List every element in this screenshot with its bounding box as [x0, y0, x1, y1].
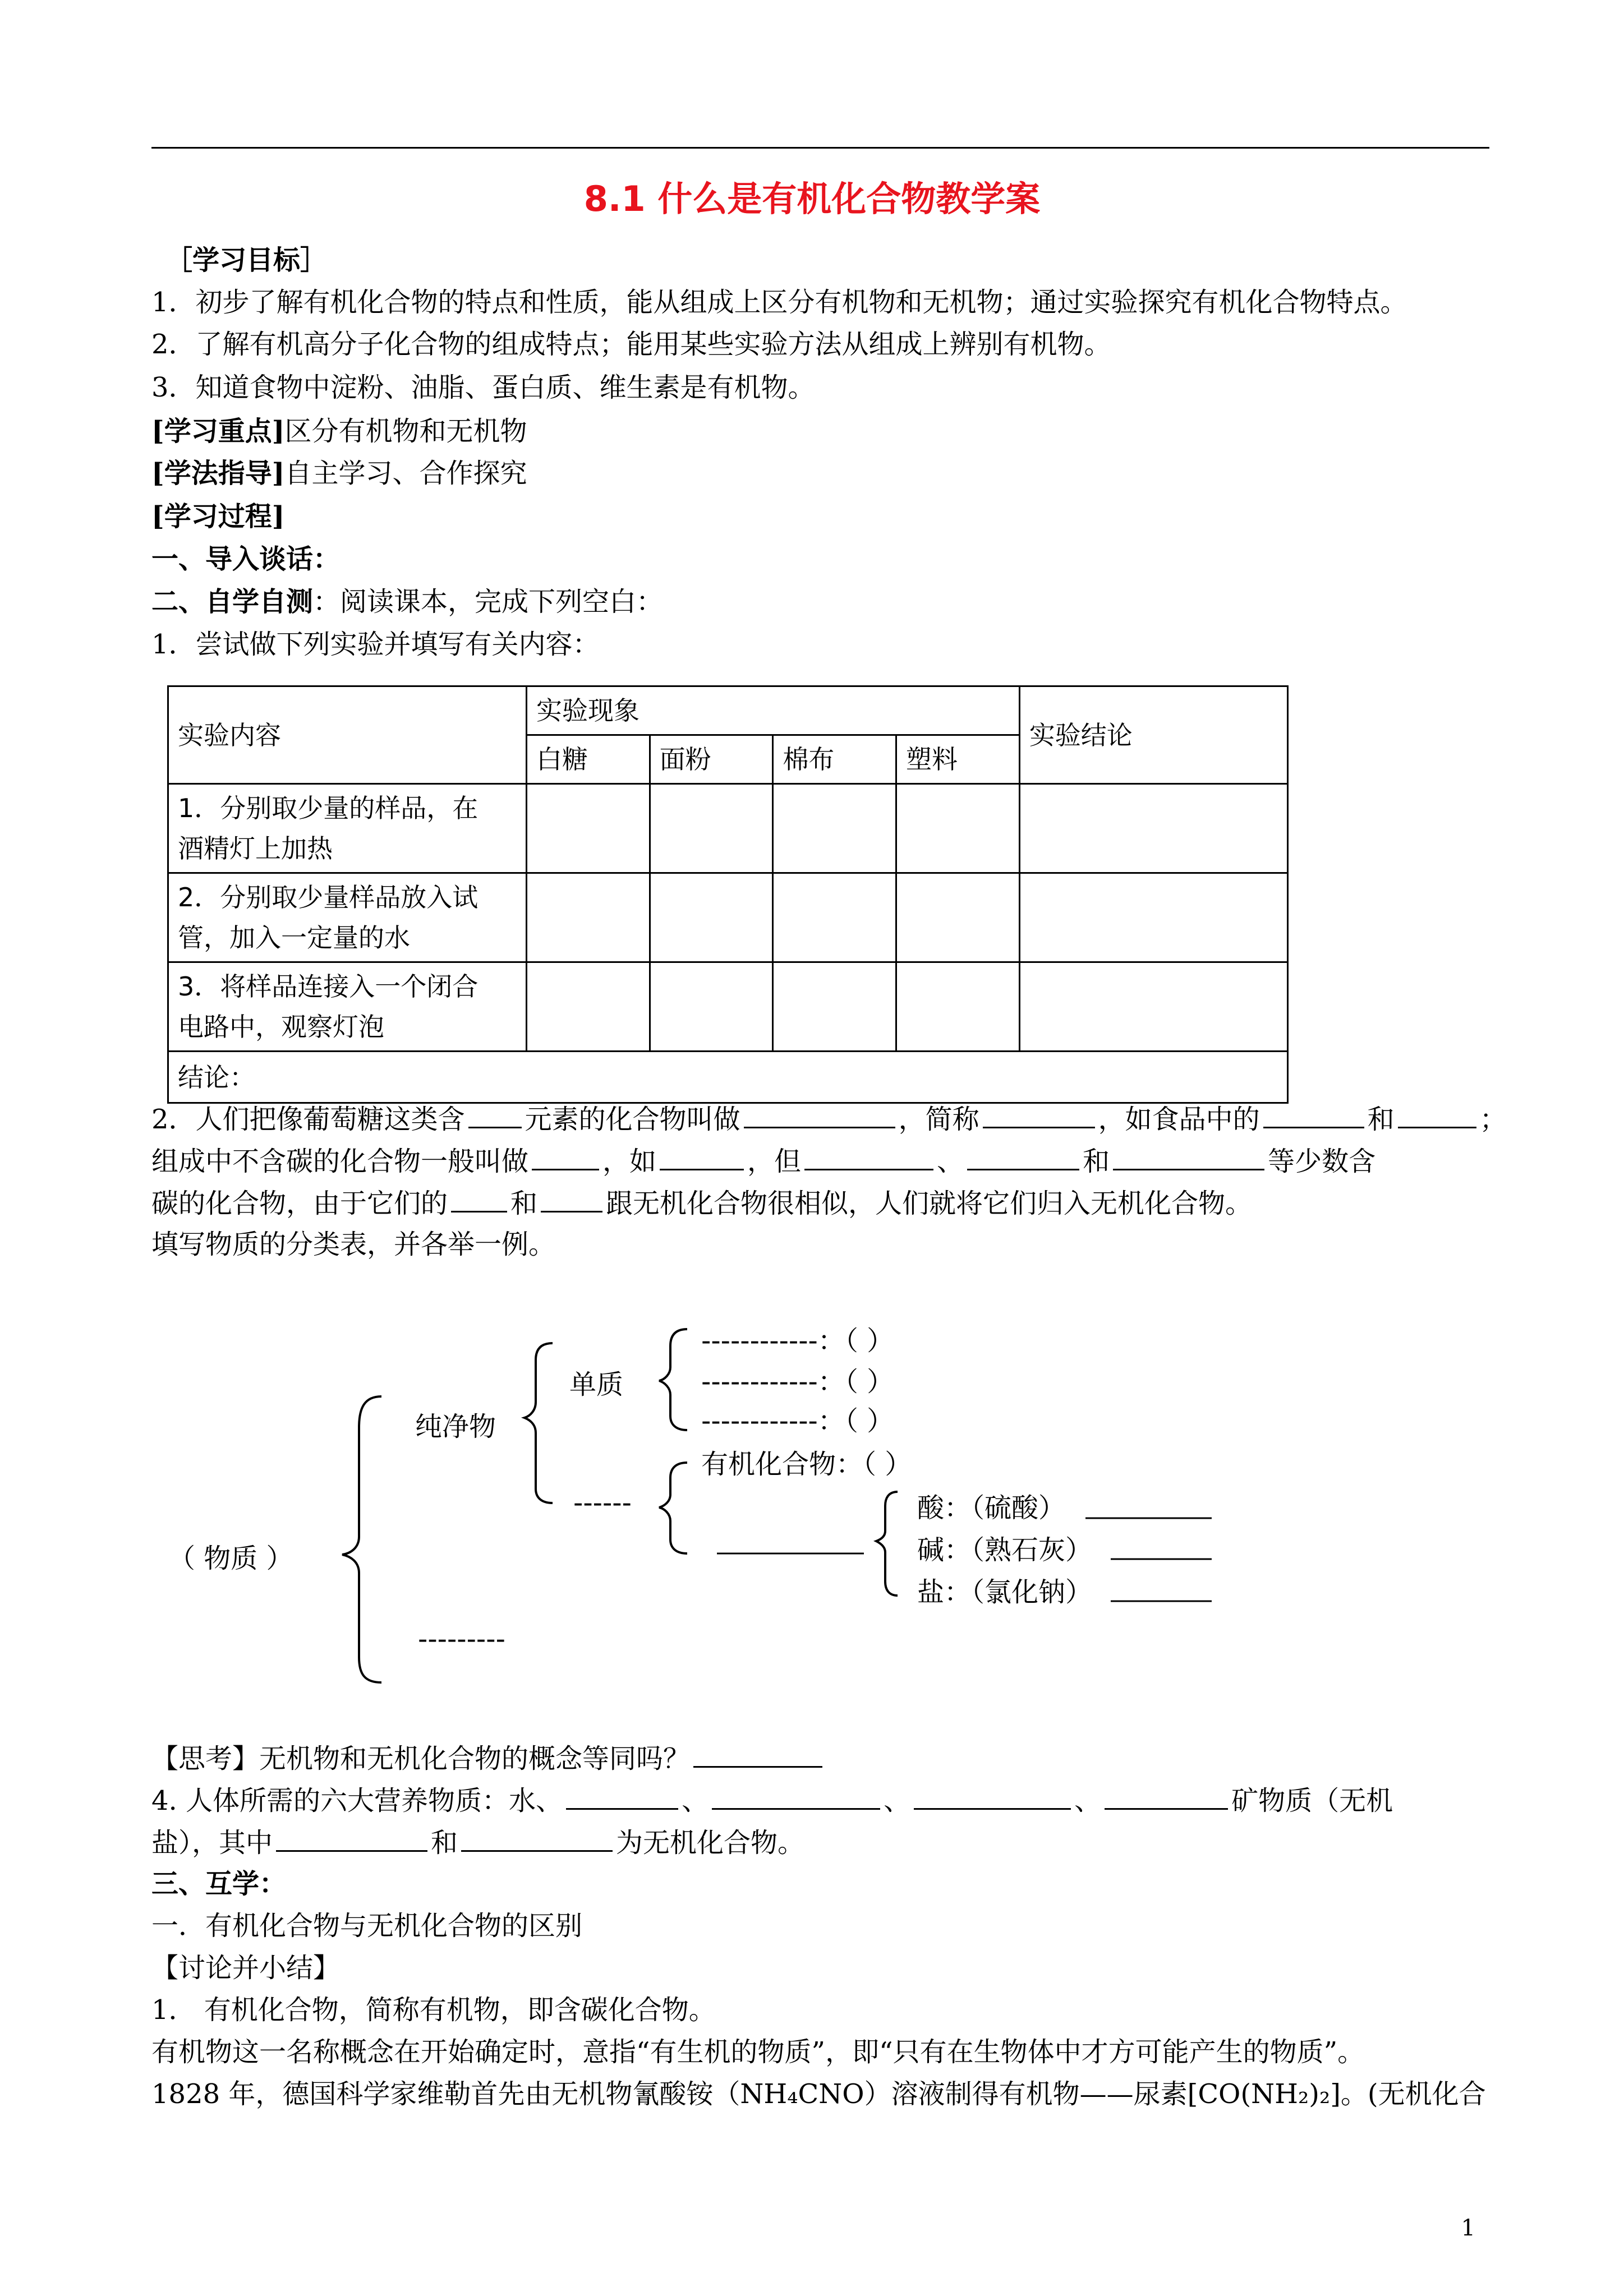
diagram-element-item-3[interactable]: ------------：（ ）	[701, 1405, 894, 1437]
compound-brace	[659, 1463, 687, 1553]
q2-text: ；	[1479, 1104, 1507, 1135]
think-label: 【思考】	[151, 1743, 260, 1774]
row-text: 酒精灯上加热	[178, 833, 333, 864]
diagram-acid: 酸：（硫酸）	[917, 1492, 1066, 1524]
row-text: 2．分别取少量样品放入试	[178, 882, 479, 912]
diagram-compound-dash[interactable]: ------	[573, 1487, 632, 1519]
q2-text: 和	[510, 1188, 538, 1219]
q2-text: 跟无机化合物很相似，人们就将它们归入无机化合物。	[606, 1188, 1253, 1219]
diagram-base: 碱：（熟石灰）	[917, 1534, 1093, 1566]
question-4-line-1	[151, 1783, 1393, 1817]
page-title: 8.1 什么是有机化合物教学案	[583, 178, 1041, 219]
q4-text: 、	[682, 1785, 709, 1816]
diagram-mixture-dash[interactable]: ---------	[418, 1624, 505, 1655]
blank[interactable]	[461, 1825, 613, 1852]
q2-text: ，如	[602, 1146, 657, 1177]
q2-text: ，如食品中的	[1098, 1104, 1260, 1135]
header-phenomenon: 实验现象	[526, 686, 1019, 735]
sample-cloth: 棉布	[773, 735, 896, 784]
diagram-element: 单质	[569, 1369, 624, 1400]
q4-text: 4. 人体所需的六大营养物质：水、	[151, 1785, 563, 1816]
root-brace	[342, 1396, 381, 1682]
row-text: 电路中，观察灯泡	[178, 1012, 384, 1042]
q4-text: 盐），其中	[151, 1827, 273, 1859]
goals-heading: ［学习目标］	[165, 245, 328, 276]
diagram-element-item-1[interactable]: ------------：（ ）	[701, 1325, 894, 1357]
q4-text: 、	[1074, 1785, 1102, 1816]
q4-text: 为无机化合物。	[616, 1827, 805, 1859]
q2-text: 元素的化合物叫做	[525, 1104, 740, 1135]
blank[interactable]	[693, 1741, 822, 1768]
goal-1: 1．初步了解有机化合物的特点和性质，能从组成上区分有机物和无机物；通过实验探究有机化合物特点。	[151, 287, 1407, 318]
inorganic-brace	[876, 1492, 898, 1596]
sample-flour: 面粉	[650, 735, 773, 784]
header-conclusion: 实验结论	[1019, 686, 1287, 784]
sample-sugar: 白糖	[526, 735, 650, 784]
focus-text: 区分有机物和无机物	[284, 416, 527, 447]
diagram-pure: 纯净物	[415, 1411, 496, 1442]
section-1: 一、导入谈话：	[151, 543, 341, 575]
section-2-label: 二、自学自测	[151, 586, 314, 617]
blank[interactable]	[1105, 1783, 1228, 1810]
discuss-heading: 【讨论并小结】	[151, 1952, 341, 1984]
section-3: 三、互学：	[151, 1868, 287, 1899]
think-line	[151, 1741, 826, 1775]
classify-intro: 填写物质的分类表，并各举一例。	[151, 1229, 556, 1260]
process-heading: [学习过程]	[151, 501, 285, 532]
q2-text: 组成中不含碳的化合物一般叫做	[151, 1146, 529, 1177]
focus-label: [学习重点]	[151, 416, 285, 447]
blank[interactable]	[712, 1783, 880, 1810]
diagram-organic[interactable]: 有机化合物：（ ）	[701, 1449, 912, 1480]
blank[interactable]	[276, 1825, 427, 1852]
q2-text: ，但	[747, 1146, 802, 1177]
diagram-salt: 盐：（氯化钠）	[917, 1576, 1093, 1608]
q2-text: 、	[937, 1146, 964, 1177]
q2-text: 和	[1367, 1104, 1395, 1135]
pure-brace	[525, 1343, 553, 1503]
q2-text: 等少数含	[1268, 1146, 1376, 1177]
blank[interactable]	[914, 1783, 1071, 1810]
paragraph-3: 1828 年，德国科学家维勒首先由无机物氰酸铵（NH₄CNO）溶液制得有机物——尿素[CO(NH₂)₂]。(无机化合	[151, 2078, 1486, 2110]
row-text: 1．分别取少量的样品，在	[178, 793, 479, 823]
q2-text: 和	[1083, 1146, 1110, 1177]
question-4-line-2	[151, 1825, 804, 1859]
header-content: 实验内容	[168, 686, 527, 784]
table-conclusion: 结论：	[168, 1052, 1288, 1103]
diagram-element-item-2[interactable]: ------------：（ ）	[701, 1366, 894, 1398]
paragraph-1: 1． 有机化合物，简称有机物，即含碳化合物。	[151, 1994, 716, 2026]
q4-text: 和	[431, 1827, 458, 1859]
diagram-root: （ 物质 ）	[168, 1543, 293, 1574]
method-text: 自主学习、合作探究	[284, 458, 527, 489]
question-1: 1．尝试做下列实验并填写有关内容：	[151, 629, 600, 660]
row-text: 3．将样品连接入一个闭合	[178, 971, 479, 1002]
paragraph-2: 有机物这一名称概念在开始确定时，意指“有生机的物质”，即“只有在生物体中才方可能产生的物质”。	[151, 2036, 1365, 2068]
section-2-text: ：阅读课本，完成下列空白：	[313, 586, 664, 617]
q2-text: ，简称	[898, 1104, 979, 1135]
section-3-sub: 一．有机化合物与无机化合物的区别	[151, 1910, 583, 1942]
method-label: [学法指导]	[151, 458, 285, 489]
sample-plastic: 塑料	[896, 735, 1020, 784]
row-text: 管，加入一定量的水	[178, 923, 410, 953]
q2-text: 2．人们把像葡萄糖这类含	[151, 1104, 465, 1135]
goal-3: 3．知道食物中淀粉、油脂、蛋白质、维生素是有机物。	[151, 372, 815, 403]
page-number: 1	[1461, 2215, 1475, 2241]
q4-text: 矿物质（无机	[1231, 1785, 1393, 1816]
element-brace	[659, 1329, 687, 1430]
think-text: 无机物和无机化合物的概念等同吗？	[259, 1743, 691, 1774]
q4-text: 、	[884, 1785, 911, 1816]
q2-text: 碳的化合物，由于它们的	[151, 1188, 448, 1219]
goal-2: 2．了解有机高分子化合物的组成特点；能用某些实验方法从组成上辨别有机物。	[151, 329, 1111, 360]
blank[interactable]	[566, 1783, 678, 1810]
